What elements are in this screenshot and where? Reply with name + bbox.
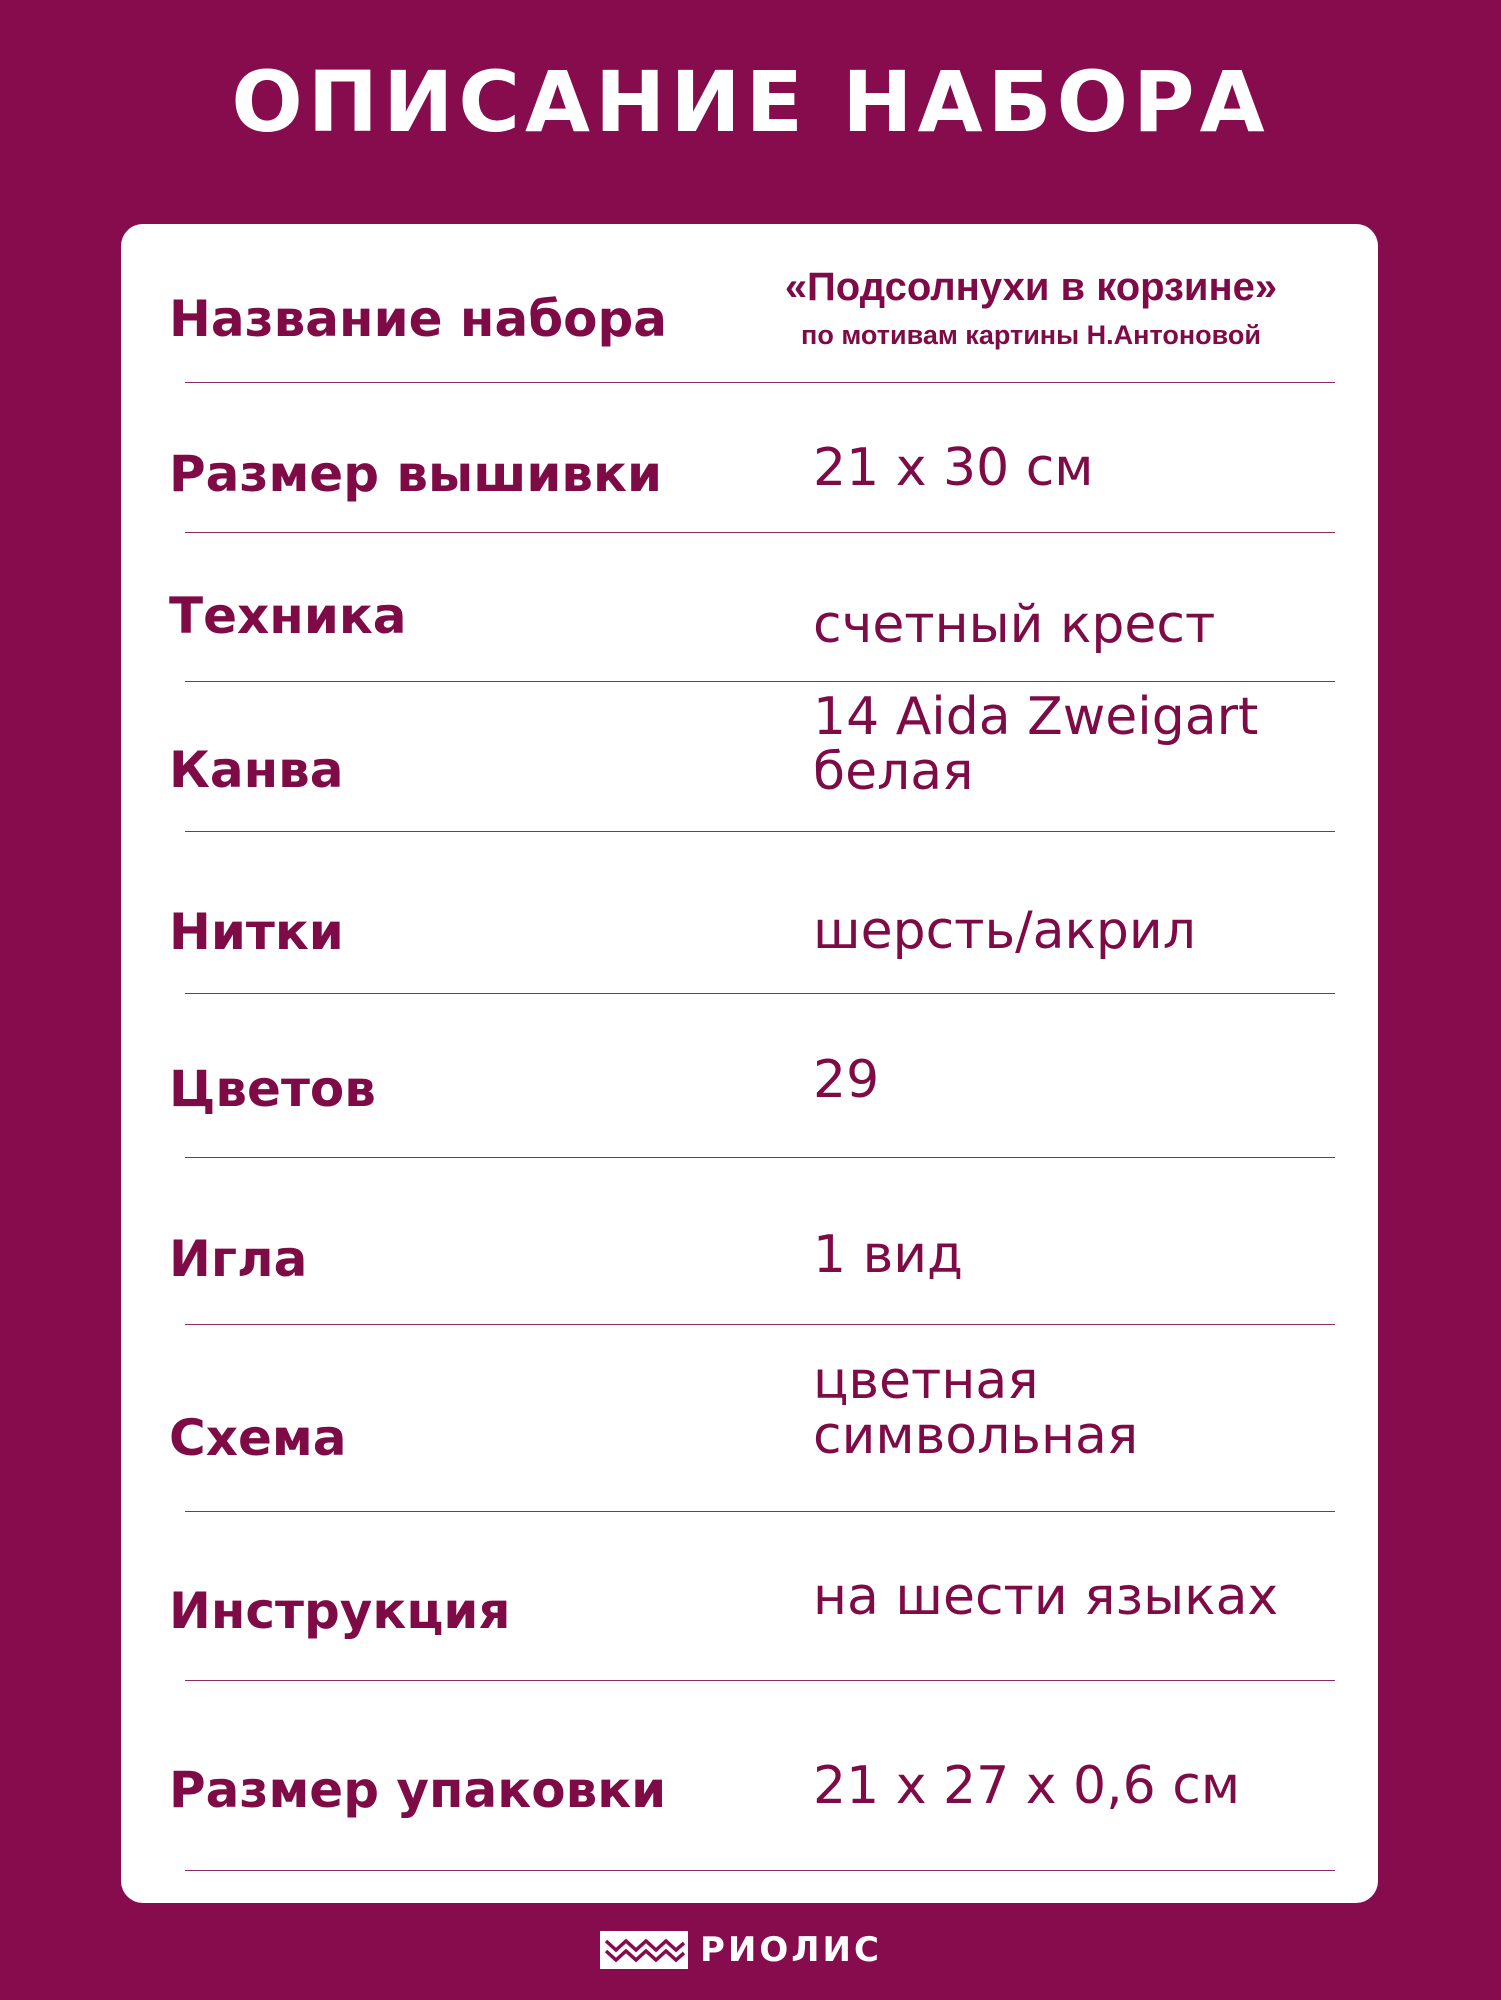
spec-value-embroidery-size: 21 x 30 см	[813, 438, 1094, 498]
brand-logo-icon	[600, 1931, 688, 1969]
spec-value-technique: счетный крест	[813, 595, 1216, 655]
row-divider	[185, 1680, 1335, 1681]
footer-brand	[600, 1928, 882, 1972]
spec-value-instructions: на шести языках	[813, 1567, 1279, 1627]
spec-value-threads: шерсть/акрил	[813, 901, 1196, 961]
row-divider	[185, 1324, 1335, 1325]
spec-value-colors: 29	[813, 1050, 880, 1110]
spec-value-kit-name	[721, 262, 1341, 358]
spec-label-technique: Техника	[169, 587, 407, 645]
row-divider	[185, 532, 1335, 533]
row-divider	[185, 831, 1335, 832]
brand-name: РИОЛИС	[700, 1930, 882, 1970]
row-divider	[185, 382, 1335, 383]
spec-label-instructions: Инструкция	[169, 1582, 511, 1640]
spec-label-threads: Нитки	[169, 903, 344, 961]
spec-value-canvas: 14 Aida Zweigart белая	[813, 687, 1259, 802]
spec-value-chart: цветная символьная	[813, 1351, 1139, 1466]
row-divider	[185, 1870, 1335, 1871]
spec-label-needle: Игла	[169, 1230, 308, 1288]
spec-label-chart: Схема	[169, 1409, 347, 1467]
spec-label-embroidery-size: Размер вышивки	[169, 445, 663, 503]
row-divider	[185, 681, 1335, 682]
kit-name-title: «Подсолнухи в корзине»	[784, 265, 1278, 309]
spec-card	[121, 224, 1378, 1903]
spec-label-package-size: Размер упаковки	[169, 1761, 667, 1819]
spec-value-needle: 1 вид	[813, 1225, 964, 1285]
spec-label-canvas: Канва	[169, 741, 344, 799]
row-divider	[185, 1157, 1335, 1158]
spec-label-colors: Цветов	[169, 1060, 376, 1118]
spec-value-package-size: 21 x 27 x 0,6 см	[813, 1756, 1241, 1816]
spec-label-kit-name: Название набора	[169, 290, 667, 348]
row-divider	[185, 993, 1335, 994]
page-title: ОПИСАНИЕ НАБОРА	[231, 53, 1270, 151]
row-divider	[185, 1511, 1335, 1512]
kit-name-subtitle: по мотивам картины Н.Антоновой	[801, 320, 1261, 350]
